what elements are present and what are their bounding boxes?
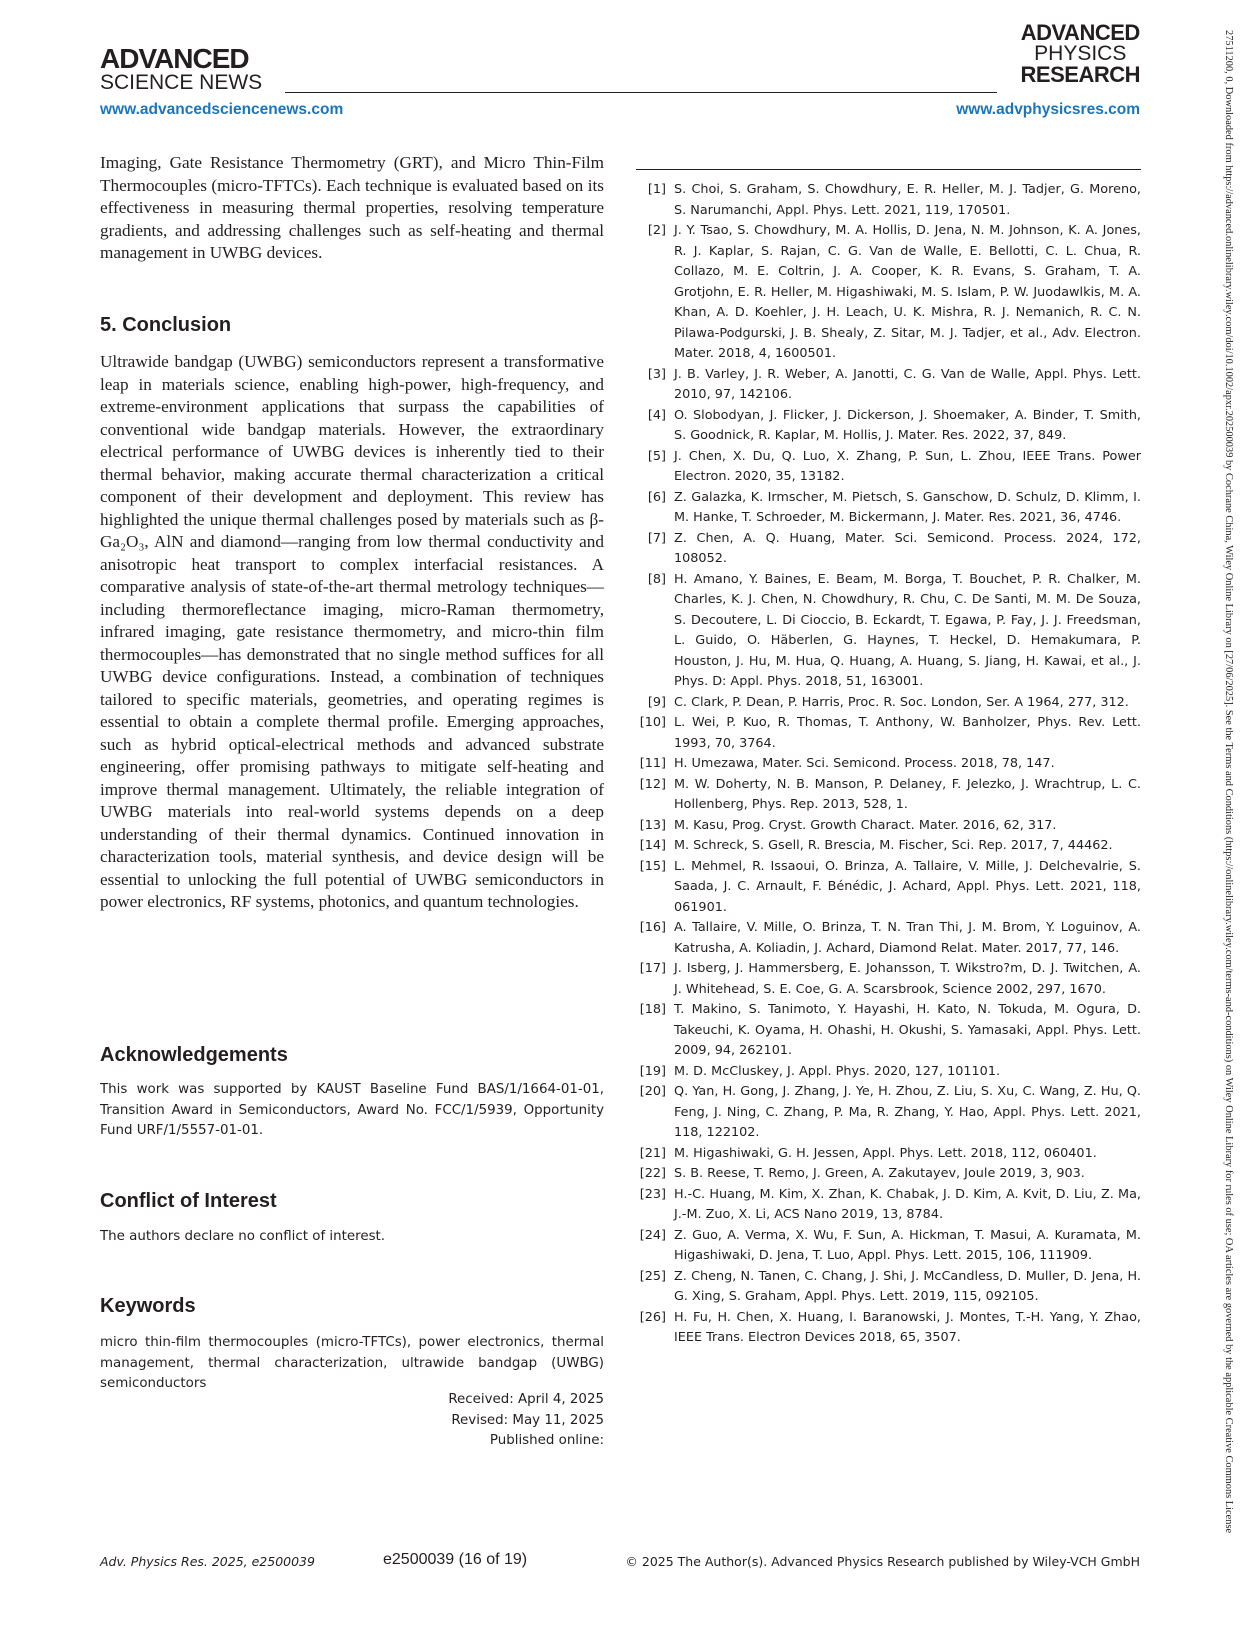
journal-citation: Adv. Physics Res. 2025, e2500039 [100,1554,315,1569]
reference-number: [21] [639,1145,666,1161]
reference-text: H. Fu, H. Chen, X. Huang, I. Baranowski, J. Montes, T.-H. Yang, Y. Zhao, IEEE Trans. Electron Devices 2018, 65, 3507. [674,1309,1141,1345]
conclusion-paragraph: Ultrawide bandgap (UWBG) semiconductors represent a transformative leap in materials science, enabling high-power, high-frequency, and extreme-environment applications that surpass the capabilities of conventional wide bandgap materials. However, the extraordinary electrical performance of UWBG devices is inherently tied to their thermal behavior, making accurate thermal characterization a critical component of their development and deployment. This review has highlighted the unique thermal challenges posed by materials such as β-Ga₂O₃, AlN and diamond—ranging from low thermal conductivity and anisotropic heat transport to complex interfacial resistances. A comparative analysis of state-of-the-art thermal metrology techniques—including thermoreflectance imaging, micro-Raman thermometry, infrared imaging, gate resistance thermometry, and micro-thin film thermocouples—has demonstrated that no single method suffices for all UWBG device configurations. Instead, a combination of techniques tailored to specific materials, geometries, and operating regimes is essential to obtain a complete thermal profile. Emerging approaches, such as hybrid optical-electrical methods and advanced substrate engineering, offer promising pathways to mitigate self-heating and improve thermal management. Ultimately, the reliable integration of UWBG materials into real-world systems depends on a deep understanding of their thermal dynamics. Continued innovation in characterization tools, material synthesis, and device design will be essential to unlocking the full potential of UWBG semiconductors in power electronics, RF systems, photonics, and quantum technologies. [100,352,604,911]
reference-number: [16] [639,920,666,935]
reference-number: [26] [639,1309,666,1325]
reference-item [636,1062,1141,1083]
logo-line-2: SCIENCE NEWS [100,71,263,94]
reference-text: Q. Yan, H. Gong, J. Zhang, J. Ye, H. Zhou, Z. Liu, S. Xu, C. Wang, Z. Hu, Q. Feng, J. Ning, C. Zhang, P. Ma, R. Zhang, Y. Hao, Appl. Phys. Lett. 2021, 118, 122102. [674,1084,1141,1140]
reference-item [636,447,1141,488]
reference-text: H. Umezawa, Mater. Sci. Semicond. Process. 2018, 78, 147. [674,756,1055,771]
reference-item [636,1226,1141,1267]
acknowledgements-text: This work was supported by KAUST Baseline Fund BAS/1/1664-01-01, Transition Award in Semiconductors, Award No. FCC/1/5939, Opportunity Fund URF/1/5557-01-01. [100,1082,604,1138]
reference-item [636,693,1141,714]
reference-number: [5] [647,448,666,464]
reference-item [636,406,1141,447]
advanced-physics-research-logo[interactable] [1021,22,1140,86]
reference-number: [7] [647,530,666,546]
reference-text: J. B. Varley, J. R. Weber, A. Janotti, C. G. Van de Walle, Appl. Phys. Lett. 2010, 97, 142106. [674,366,1141,402]
reference-text: M. Schreck, S. Gsell, R. Brescia, M. Fischer, Sci. Rep. 2017, 7, 44462. [674,838,1113,853]
published-date: Published online: [489,1433,604,1448]
reference-list [636,180,1141,1349]
reference-text: H. Amano, Y. Baines, E. Beam, M. Borga, T. Bouchet, P. R. Chalker, M. Charles, K. J. Chen, N. Chowdhury, R. Chu, C. De Santi, M. M. De Souza, S. Decoutere, L. Di Cioccio, B. Eckardt, T. Egawa, P. Fay, J. J. Freedsman, L. Guido, O. Häberlen, G. Haynes, T. Heckel, D. Hemakumara, P. Houston, J. Hu, M. Hua, Q. Huang, A. Huang, S. Jiang, H. Kawai, et al., J. Phys. D: Appl. Phys. 2018, 51, 163001. [674,571,1141,689]
conflict-of-interest-text: The authors declare no conflict of interest. [100,1229,386,1244]
reference-item [636,365,1141,406]
conclusion-heading: 5. Conclusion [100,314,232,336]
reference-number: [23] [639,1186,666,1202]
reference-text: M. D. McCluskey, J. Appl. Phys. 2020, 127, 101101. [674,1063,1001,1079]
header-divider [285,92,997,93]
reference-number: [9] [647,694,666,710]
reference-item [636,221,1141,365]
reference-number: [1] [647,182,666,197]
reference-item [636,775,1141,816]
revised-date: Revised: May 11, 2025 [451,1412,604,1428]
advanced-science-news-logo[interactable] [100,43,263,94]
reference-item [636,918,1141,959]
reference-number: [6] [647,489,666,505]
reference-item [636,857,1141,919]
reference-number: [2] [647,223,666,238]
keywords-heading: Keywords [100,1295,196,1317]
reference-number: [17] [639,961,666,976]
reference-text: H.-C. Huang, M. Kim, X. Zhan, K. Chabak, J. D. Kim, A. Kvit, D. Liu, Z. Ma, J.-M. Zuo, X. Li, ACS Nano 2019, 13, 8784. [674,1186,1141,1222]
reference-item [636,959,1141,1000]
reference-text: Z. Galazka, K. Irmscher, M. Pietsch, S. Ganschow, D. Schulz, D. Klimm, I. M. Hanke, T. Schroeder, M. Bickermann, J. Mater. Res. 2021, 36, 4746. [674,489,1141,525]
acknowledgements-heading: Acknowledgements [100,1044,288,1066]
reference-number: [10] [639,715,666,730]
reference-item [636,816,1141,837]
copyright-notice: © 2025 The Author(s). Advanced Physics Research published by Wiley-VCH GmbH [625,1554,1140,1569]
reference-text: J. Y. Tsao, S. Chowdhury, M. A. Hollis, D. Jena, N. M. Johnson, K. A. Jones, R. J. Kaplar, S. Rajan, C. G. Van de Walle, E. Bellotti, C. L. Chua, R. Collazo, M. E. Coltrin, J. A. Cooper, K. R. Evans, S. Graham, T. A. Grotjohn, E. R. Heller, M. Higashiwaki, M. S. Islam, P. W. Juodawlkis, M. A. Khan, A. D. Koehler, J. H. Leach, U. K. Mishra, R. J. Nemanich, R. C. N. Pilawa-Podgurski, J. B. Shealy, Z. Sitar, M. J. Tadjer, et al., Adv. Electron. Mater. 2018, 4, 1600501. [674,223,1141,361]
logo-line-1: ADVANCED [100,43,249,74]
reference-text: S. Choi, S. Graham, S. Chowdhury, E. R. Heller, M. J. Tadjer, G. Moreno, S. Narumanchi, Appl. Phys. Lett. 2021, 119, 170501. [674,182,1141,218]
reference-text: C. Clark, P. Dean, P. Harris, Proc. R. Soc. London, Ser. A 1964, 277, 312. [674,694,1129,710]
article-dates [300,1390,604,1452]
reference-text: A. Tallaire, V. Mille, O. Brinza, T. N. Tran Thi, J. M. Brom, Y. Loguinov, A. Katrusha, A. Koliadin, J. Achard, Diamond Relat. Mater. 2017, 77, 146. [674,920,1141,956]
reference-text: L. Wei, P. Kuo, R. Thomas, T. Anthony, W. Banholzer, Phys. Rev. Lett. 1993, 70, 3764. [674,715,1141,751]
reference-number: [8] [647,571,666,587]
reference-text: Z. Guo, A. Verma, X. Wu, F. Sun, A. Hickman, T. Masui, A. Kuramata, M. Higashiwaki, D. Jena, T. Luo, Appl. Phys. Lett. 2015, 106, 111909. [674,1227,1141,1263]
journal-logo-line-3: RESEARCH [1020,62,1140,87]
reference-number: [24] [639,1227,666,1243]
intro-paragraph: Imaging, Gate Resistance Thermometry (GRT), and Micro Thin-Film Thermocouples (micro-TFTCs). Each technique is evaluated based on its effectiveness in measuring thermal properties, resolving temperature gradients, and addressing challenges such as self-heating and thermal management in UWBG devices. [100,153,604,262]
reference-number: [19] [639,1063,666,1079]
references-divider [636,169,1141,170]
reference-item [636,180,1141,221]
reference-item [636,754,1141,775]
journal-website-link[interactable]: www.advphysicsres.com [956,101,1140,118]
reference-number: [15] [639,858,666,874]
reference-item [636,488,1141,529]
side-note-text: 27511200, 0, Downloaded from https://advanced.onlinelibrary.wiley.com/doi/10.1002/apxr.202500039 by Cochrane China, Wiley Online Library on [27/06/2025]. See the Terms and Conditions (https://onlinelibrary.wiley.com/terms-and-conditions) on Wiley Online Library for rules of use; OA articles are governed by the applicable Creative Commons License [1223,30,1234,1534]
reference-item [636,529,1141,570]
reference-text: M. Higashiwaki, G. H. Jessen, Appl. Phys. Lett. 2018, 112, 060401. [674,1145,1097,1161]
journal-logo-line-2: PHYSICS [1034,42,1127,65]
reference-number: [20] [639,1084,666,1099]
reference-item [636,570,1141,693]
page-number: e2500039 (16 of 19) [383,1551,528,1568]
download-side-note [1222,30,1234,1600]
reference-text: M. W. Doherty, N. B. Manson, P. Delaney, F. Jelezko, J. Wrachtrup, L. C. Hollenberg, Phys. Rep. 2013, 528, 1. [674,776,1141,812]
reference-number: [12] [639,776,666,792]
reference-text: Z. Cheng, N. Tanen, C. Chang, J. Shi, J. McCandless, D. Muller, D. Jena, H. G. Xing, S. Graham, Appl. Phys. Lett. 2019, 115, 092105. [674,1268,1141,1304]
reference-item [636,1267,1141,1308]
reference-item [636,1185,1141,1226]
reference-item [636,836,1141,857]
reference-text: J. Chen, X. Du, Q. Luo, X. Zhang, P. Sun, L. Zhou, IEEE Trans. Power Electron. 2020, 35, 13182. [674,448,1141,484]
reference-text: S. B. Reese, T. Remo, J. Green, A. Zakutayev, Joule 2019, 3, 903. [674,1166,1085,1181]
reference-item [636,1308,1141,1349]
reference-item [636,1000,1141,1062]
reference-number: [13] [639,817,666,833]
reference-number: [22] [639,1166,666,1181]
reference-number: [14] [639,838,666,853]
reference-text: J. Isberg, J. Hammersberg, E. Johansson, T. Wikstro?m, D. J. Twitchen, A. J. Whitehead, S. E. Coe, G. A. Scarsbrook, Science 2002, 297, 1670. [674,961,1141,997]
reference-item [636,713,1141,754]
reference-number: [3] [647,366,666,382]
reference-text: T. Makino, S. Tanimoto, Y. Hayashi, H. Kato, N. Tokuda, M. Ogura, D. Takeuchi, K. Oyama, H. Ohashi, H. Okushi, S. Yamasaki, Appl. Phys. Lett. 2009, 94, 262101. [674,1002,1141,1058]
reference-text: Z. Chen, A. Q. Huang, Mater. Sci. Semicond. Process. 2024, 172, 108052. [674,530,1141,566]
reference-text: L. Mehmel, R. Issaoui, O. Brinza, A. Tallaire, V. Mille, J. Delchevalrie, S. Saada, J. C. Arnault, F. Bénédic, J. Achard, Appl. Phys. Lett. 2021, 118, 061901. [674,858,1141,915]
reference-item [636,1144,1141,1165]
reference-text: O. Slobodyan, J. Flicker, J. Dickerson, J. Shoemaker, A. Binder, T. Smith, S. Goodnick, R. Kaplar, M. Hollis, J. Mater. Res. 2022, 37, 849. [674,407,1141,443]
reference-number: [4] [647,407,666,423]
publisher-website-link[interactable]: www.advancedsciencenews.com [100,101,344,118]
reference-number: [25] [639,1268,666,1284]
reference-number: [11] [639,756,666,771]
reference-text: M. Kasu, Prog. Cryst. Growth Charact. Mater. 2016, 62, 317. [674,817,1057,833]
received-date: Received: April 4, 2025 [448,1392,604,1407]
conflict-of-interest-heading: Conflict of Interest [100,1190,277,1212]
reference-number: [18] [639,1002,666,1017]
journal-logo-line-1: ADVANCED [1020,20,1140,45]
reference-item [636,1082,1141,1144]
reference-item [636,1164,1141,1185]
keywords-text: micro thin-film thermocouples (micro-TFTCs), power electronics, thermal management, thermal characterization, ultrawide bandgap (UWBG) semiconductors [100,1335,604,1391]
